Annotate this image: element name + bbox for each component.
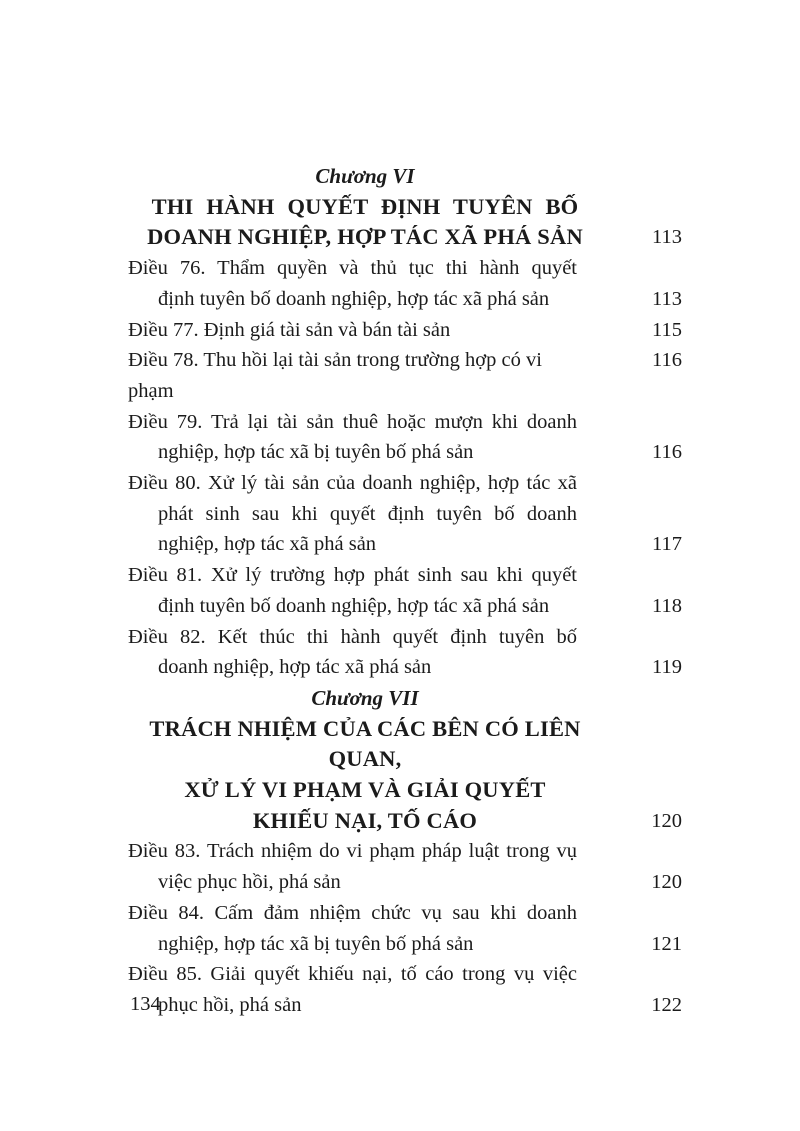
toc-page-number: 119 [652,656,682,679]
toc-entry-continuation [128,499,682,530]
toc-entry [128,836,682,867]
toc-entry-continuation [128,929,682,960]
toc-entry-text: Điều 78. Thu hồi lại tài sản trong trường hợp có vi phạm [128,349,542,402]
toc-entry-continuation-text: việc phục hồi, phá sản [158,871,341,894]
chapter-title [128,222,682,253]
toc-entry [128,560,682,591]
toc-entry-continuation [128,437,682,468]
chapter-label [128,161,682,192]
toc-page-number: 120 [651,871,682,894]
chapter-title-text: TRÁCH NHIỆM CỦA CÁC BÊN CÓ LIÊN QUAN, [149,715,581,772]
toc-entry [128,622,682,653]
chapter-title-text: THI HÀNH QUYẾT ĐỊNH TUYÊN BỐ [151,193,579,219]
chapter-title-text: DOANH NGHIỆP, HỢP TÁC XÃ PHÁ SẢN [147,224,583,250]
toc-page-number: 115 [652,318,682,341]
toc-entry-continuation [128,591,682,622]
page-footer [130,989,161,1020]
toc-entry-continuation-text: phát sinh sau khi quyết định tuyên bố doanh [158,502,577,525]
chapter-label-text: Chương VII [311,685,419,710]
toc-page-number: 113 [652,287,682,310]
chapter-title [128,806,682,837]
toc-entry-continuation [128,867,682,898]
toc-entry-continuation [128,284,682,315]
toc-entry [128,898,682,929]
toc-entry [128,407,682,438]
toc-entry-text: Điều 81. Xử lý trường hợp phát sinh sau khi quyết [128,564,577,587]
toc-page-number: 121 [651,932,682,955]
toc-page-number: 122 [651,993,682,1016]
toc-entry-continuation-text: nghiệp, hợp tác xã bị tuyên bố phá sản [158,441,474,464]
toc-entry-continuation-text: phục hồi, phá sản [158,993,302,1016]
toc-entry-continuation [128,529,682,560]
toc-entry-text: Điều 80. Xử lý tài sản của doanh nghiệp, hợp tác xã [128,472,577,495]
toc-entry-continuation-text: doanh nghiệp, hợp tác xã phá sản [158,656,432,679]
toc-entry [128,345,682,406]
toc-entry [128,253,682,284]
toc-entry-continuation-text: nghiệp, hợp tác xã bị tuyên bố phá sản [158,932,474,955]
chapter-label [128,683,682,714]
toc-entry-text: Điều 76. Thẩm quyền và thủ tục thi hành quyết [128,257,577,280]
toc-entry-text: Điều 79. Trả lại tài sản thuê hoặc mượn khi doanh [128,410,577,433]
toc-entry-text: Điều 84. Cấm đảm nhiệm chức vụ sau khi doanh [128,901,577,924]
toc-entry [128,959,682,990]
toc-entry [128,468,682,499]
folio-page-number: 134 [130,993,161,1015]
toc-page-number: 116 [652,349,682,372]
toc-entry-continuation-text: nghiệp, hợp tác xã phá sản [158,533,377,556]
toc-entry-text: Điều 77. Định giá tài sản và bán tài sản [128,318,451,341]
toc-entry-text: Điều 85. Giải quyết khiếu nại, tố cáo trong vụ việc [128,963,577,986]
toc-page-number: 120 [651,809,682,832]
toc-entry-continuation [128,652,682,683]
toc-entry-text: Điều 83. Trách nhiệm do vi phạm pháp luật trong vụ [128,840,577,863]
chapter-title [128,775,682,806]
toc-entry-continuation-text: định tuyên bố doanh nghiệp, hợp tác xã phá sản [158,287,550,310]
toc-entry-text: Điều 82. Kết thúc thi hành quyết định tuyên bố [128,625,577,648]
table-of-contents [128,161,682,1021]
toc-page-number: 118 [652,594,682,617]
toc-page-number: 117 [652,533,682,556]
chapter-title [128,192,682,223]
toc-page-number: 116 [652,441,682,464]
toc-entry [128,315,682,346]
toc-page-number: 113 [652,226,682,249]
toc-entry-continuation [128,990,682,1021]
toc-entry-continuation-text: định tuyên bố doanh nghiệp, hợp tác xã phá sản [158,594,550,617]
chapter-title-text: XỬ LÝ VI PHẠM VÀ GIẢI QUYẾT [184,777,546,803]
chapter-label-text: Chương VI [315,164,415,188]
chapter-title-text: KHIẾU NẠI, TỐ CÁO [252,807,478,833]
chapter-title [128,714,682,775]
